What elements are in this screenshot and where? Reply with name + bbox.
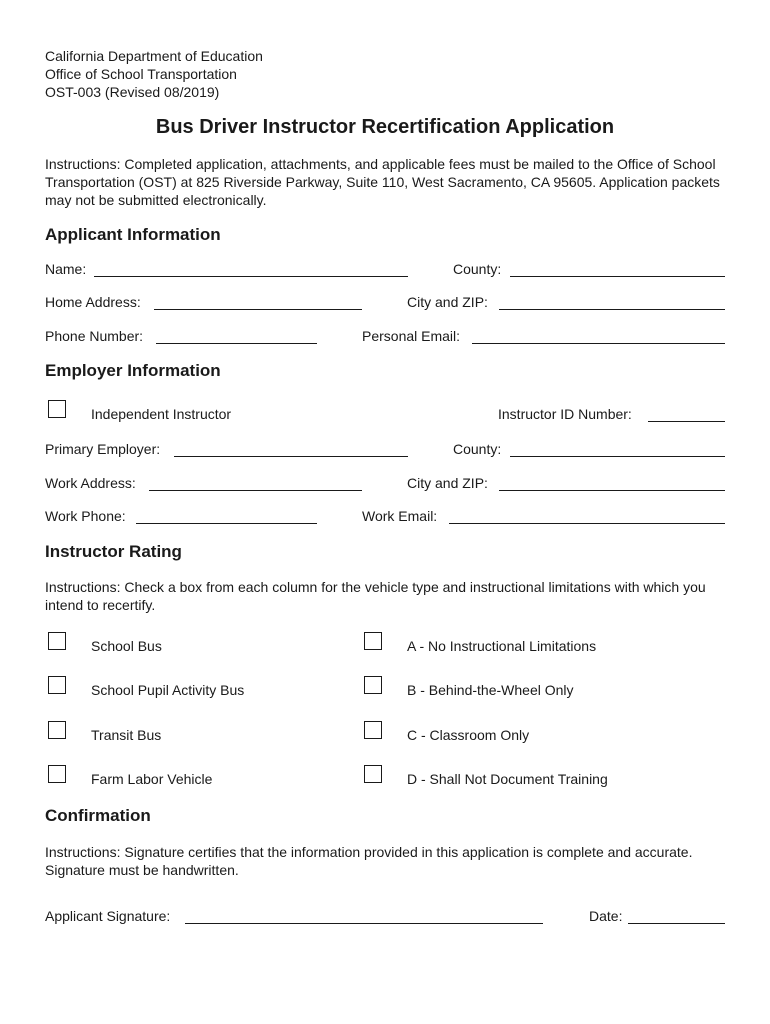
date-label: Date: xyxy=(589,908,623,924)
rating-instructions: Instructions: Check a box from each column for the vehicle type and instructional limitations with which you intend to recertify. xyxy=(45,579,706,613)
limitation-checkbox-a[interactable] xyxy=(364,632,382,650)
form-title: Bus Driver Instructor Recertification Application xyxy=(155,116,615,138)
vehicle-label-transit-bus: Transit Bus xyxy=(91,727,162,743)
vehicle-label-school-pupil-activity-bus: School Pupil Activity Bus xyxy=(91,682,245,698)
work-city-zip-field[interactable] xyxy=(499,490,725,491)
employer-county-label: County: xyxy=(453,441,502,457)
vehicle-label-school-bus: School Bus xyxy=(91,638,162,654)
confirmation-heading: Confirmation xyxy=(45,806,151,825)
phone-number-field[interactable] xyxy=(156,343,317,344)
work-address-label: Work Address: xyxy=(45,475,136,491)
county-label: County: xyxy=(453,261,502,277)
work-city-zip-label: City and ZIP: xyxy=(407,475,488,491)
instructor-rating-heading: Instructor Rating xyxy=(45,542,182,561)
limitation-checkbox-d[interactable] xyxy=(364,765,382,783)
phone-number-label: Phone Number: xyxy=(45,328,144,344)
applicant-signature-label: Applicant Signature: xyxy=(45,908,171,924)
personal-email-label: Personal Email: xyxy=(362,328,461,344)
vehicle-checkbox-transit-bus[interactable] xyxy=(48,721,66,739)
vehicle-checkbox-farm-labor-vehicle[interactable] xyxy=(48,765,66,783)
independent-instructor-checkbox[interactable] xyxy=(48,400,66,418)
employer-county-field[interactable] xyxy=(510,456,725,457)
limitation-label-b: B - Behind-the-Wheel Only xyxy=(407,682,574,698)
vehicle-checkbox-school-bus[interactable] xyxy=(48,632,66,650)
department-name: California Department of Education xyxy=(45,48,263,64)
work-phone-label: Work Phone: xyxy=(45,508,126,524)
home-address-field[interactable] xyxy=(154,309,362,310)
limitation-checkbox-b[interactable] xyxy=(364,676,382,694)
confirmation-instructions: Instructions: Signature certifies that the information provided in this application is complete and accurate. Signature must be handwritten. xyxy=(45,844,693,878)
city-zip-field[interactable] xyxy=(499,309,725,310)
home-address-label: Home Address: xyxy=(45,294,141,310)
personal-email-field[interactable] xyxy=(472,343,725,344)
limitation-label-d: D - Shall Not Document Training xyxy=(407,771,608,787)
applicant-information-heading: Applicant Information xyxy=(45,225,221,244)
document-header xyxy=(45,47,263,101)
applicant-signature-field[interactable] xyxy=(185,923,543,924)
city-zip-label: City and ZIP: xyxy=(407,294,488,310)
primary-employer-field[interactable] xyxy=(174,456,408,457)
mailing-instructions: Instructions: Completed application, attachments, and applicable fees must be mailed to the Office of School Transportation (OST) at 825 Riverside Parkway, Suite 110, West Sacramento, CA 95605. Application packets may not be submitted electronically. xyxy=(45,156,720,208)
employer-information-heading: Employer Information xyxy=(45,361,221,380)
limitation-label-c: C - Classroom Only xyxy=(407,727,530,743)
name-field[interactable] xyxy=(94,276,408,277)
work-address-field[interactable] xyxy=(149,490,362,491)
name-label: Name: xyxy=(45,261,87,277)
work-email-label: Work Email: xyxy=(362,508,438,524)
limitation-label-a: A - No Instructional Limitations xyxy=(407,638,597,654)
work-phone-field[interactable] xyxy=(136,523,317,524)
instructor-id-label: Instructor ID Number: xyxy=(498,406,632,422)
work-email-field[interactable] xyxy=(449,523,725,524)
form-number: OST-003 (Revised 08/2019) xyxy=(45,84,220,100)
county-field[interactable] xyxy=(510,276,725,277)
vehicle-checkbox-school-pupil-activity-bus[interactable] xyxy=(48,676,66,694)
date-field[interactable] xyxy=(628,923,725,924)
independent-instructor-label: Independent Instructor xyxy=(91,406,232,422)
primary-employer-label: Primary Employer: xyxy=(45,441,161,457)
limitation-checkbox-c[interactable] xyxy=(364,721,382,739)
vehicle-label-farm-labor-vehicle: Farm Labor Vehicle xyxy=(91,771,213,787)
office-name: Office of School Transportation xyxy=(45,66,237,82)
instructor-id-field[interactable] xyxy=(648,421,725,422)
